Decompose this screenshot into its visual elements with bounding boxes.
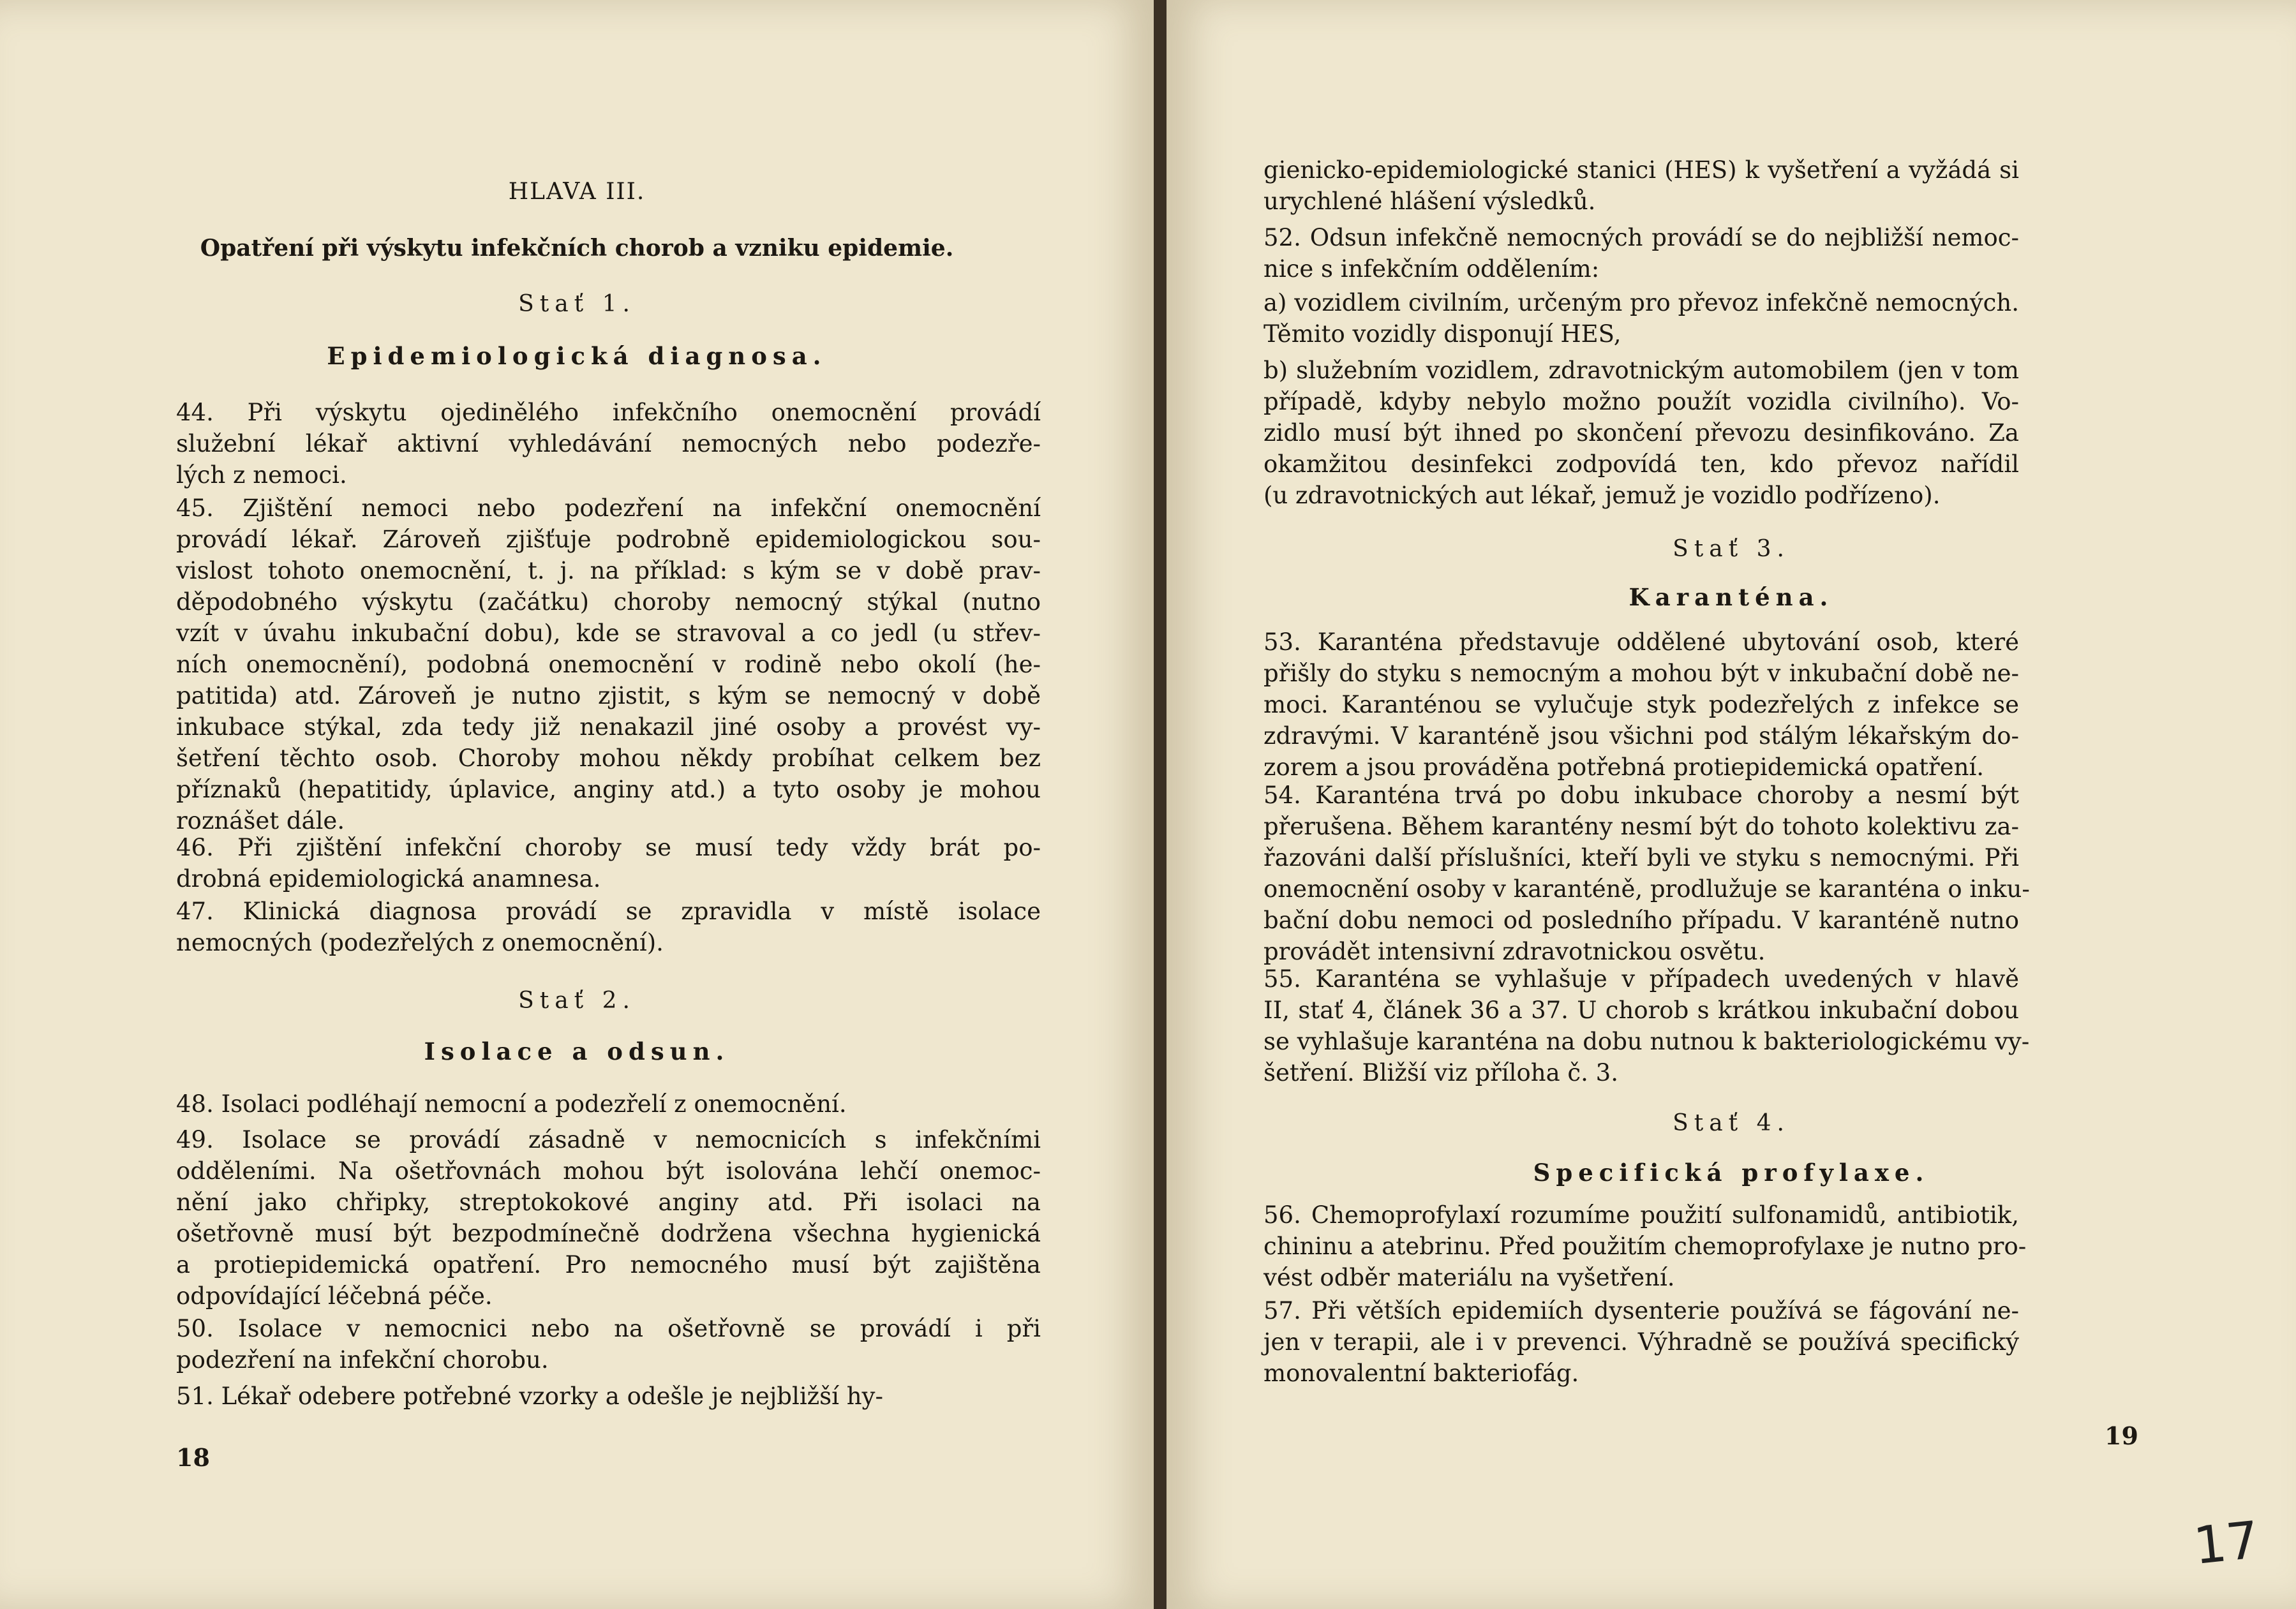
text-line: ošetřovně musí být bezpodmínečně dodržena všechna hygienická: [176, 1220, 1041, 1247]
paragraph-48: [176, 1088, 1041, 1120]
paragraph-57: [1264, 1295, 2019, 1389]
text-line: se vyhlašuje karanténa na dobu nutnou k bakteriologickému vy-: [1264, 1028, 2030, 1055]
text-line: případě, kdyby nebylo možno použít vozidla civilního). Vo-: [1264, 388, 2019, 415]
section-title-3: Karanténa.: [1629, 583, 1834, 611]
section-title-1: Epidemiologická diagnosa.: [327, 342, 827, 370]
text-line: provádět intensivní zdravotnickou osvětu.: [1264, 938, 1766, 965]
text-line: zdravými. V karanténě jsou všichni pod stálým lékařským do-: [1264, 722, 2019, 750]
text-line: a protiepidemická opatření. Pro nemocného musí být zajištěna: [176, 1251, 1041, 1279]
text-line: vzít v úvahu inkubační dobu), kde se stravoval a co jedl (u střev-: [176, 619, 1041, 647]
text-line: 51. Lékař odebere potřebné vzorky a odešle je nejbližší hy-: [176, 1383, 883, 1410]
text-line: služební lékař aktivní vyhledávání nemocných nebo podezře-: [176, 430, 1041, 457]
text-line: nění jako chřipky, streptokokové anginy atd. Při isolaci na: [176, 1189, 1041, 1216]
text-line: přerušena. Během karantény nesmí být do tohoto kolektivu za-: [1264, 813, 2019, 840]
paragraph-47: [176, 896, 1041, 958]
text-line: okamžitou desinfekci zodpovídá ten, kdo převoz nařídil: [1264, 450, 2019, 478]
paragraph-55: [1264, 963, 2030, 1088]
text-line: šetření. Bližší viz příloha č. 3.: [1264, 1059, 1618, 1086]
right-page: [1167, 0, 2296, 1609]
paragraph-45: [176, 493, 1041, 836]
chapter-title: Opatření při výskytu infekčních chorob a vzniku epidemie.: [200, 235, 954, 262]
page-number-right: 19: [2105, 1421, 2138, 1450]
paragraph-51-continued: [1264, 154, 2019, 217]
paragraph-54: [1264, 780, 2030, 967]
page-number-left: 18: [176, 1443, 210, 1472]
text-line: přišly do styku s nemocným a mohou být v inkubační době ne-: [1264, 660, 2019, 687]
paragraph-50: [176, 1313, 1041, 1375]
text-line: monovalentní bakteriofág.: [1264, 1360, 1579, 1387]
text-line: 44. Při výskytu ojedinělého infekčního onemocnění provádí: [176, 399, 1041, 426]
text-line: zorem a jsou prováděna potřebná protiepidemická opatření.: [1264, 753, 1985, 781]
section-title-2: Isolace a odsun.: [424, 1037, 730, 1065]
section-number-2: Stať 2.: [518, 988, 636, 1014]
text-line: šetření těchto osob. Choroby mohou někdy probíhat celkem bez: [176, 745, 1041, 772]
section-number-3: Stať 3.: [1673, 536, 1790, 562]
text-line: a) vozidlem civilním, určeným pro převoz infekčně nemocných.: [1264, 289, 2019, 316]
handwritten-folio-number: 17: [2191, 1509, 2262, 1576]
section-number-1: Stať 1.: [518, 291, 636, 317]
text-line: odděleními. Na ošetřovnách mohou být isolována lehčí onemoc-: [176, 1157, 1041, 1185]
text-line: provádí lékař. Zároveň zjišťuje podrobně epidemiologickou sou-: [176, 526, 1041, 553]
text-line: zidlo musí být ihned po skončení převozu desinfikováno. Za: [1264, 419, 2019, 447]
text-line: Těmito vozidly disponují HES,: [1264, 320, 1621, 348]
text-line: 48. Isolaci podléhají nemocní a podezřelí z onemocnění.: [176, 1090, 847, 1118]
text-line: 49. Isolace se provádí zásadně v nemocnicích s infekčními: [176, 1126, 1041, 1153]
text-line: 47. Klinická diagnosa provádí se zpravidla v místě isolace: [176, 898, 1041, 925]
text-line: lých z nemoci.: [176, 461, 347, 489]
paragraph-46: [176, 832, 1041, 894]
section-title-4: Specifická profylaxe.: [1533, 1159, 1930, 1187]
text-line: urychlené hlášení výsledků.: [1264, 188, 1596, 215]
text-line: nemocných (podezřelých z onemocnění).: [176, 929, 664, 956]
text-line: řazováni další příslušníci, kteří byli ve styku s nemocnými. Při: [1264, 844, 2019, 871]
section-number-4: Stať 4.: [1673, 1110, 1790, 1136]
text-line: patitida) atd. Zároveň je nutno zjistit, s kým se nemocný v době: [176, 682, 1041, 709]
paragraph-56: [1264, 1199, 2027, 1293]
text-line: jen v terapii, ale i v prevenci. Výhradně se používá specifický: [1264, 1328, 2019, 1356]
paragraph-49: [176, 1124, 1041, 1312]
text-line: onemocnění osoby v karanténě, prodlužuje se karanténa o inku-: [1264, 875, 2030, 903]
text-line: drobná epidemiologická anamnesa.: [176, 865, 601, 893]
text-line: b) služebním vozidlem, zdravotnickým automobilem (jen v tom: [1264, 357, 2019, 384]
text-line: vést odběr materiálu na vyšetření.: [1264, 1264, 1675, 1291]
text-line: příznaků (hepatitidy, úplavice, anginy atd.) a tyto osoby je mohou: [176, 776, 1041, 803]
text-line: odpovídající léčebná péče.: [176, 1282, 493, 1310]
text-line: 54. Karanténa trvá po dobu inkubace choroby a nesmí být: [1264, 782, 2019, 809]
text-line: 45. Zjištění nemoci nebo podezření na infekční onemocnění: [176, 494, 1041, 522]
chapter-heading: HLAVA III.: [508, 179, 646, 205]
text-line: 55. Karanténa se vyhlašuje v případech uvedených v hlavě: [1264, 965, 2019, 993]
text-line: nice s infekčním oddělením:: [1264, 255, 1600, 283]
paragraph-44: [176, 397, 1041, 491]
text-line: 57. Při větších epidemiích dysenterie používá se fágování ne-: [1264, 1297, 2019, 1324]
text-line: chininu a atebrinu. Před použitím chemoprofylaxe je nutno pro-: [1264, 1233, 2027, 1260]
text-line: 50. Isolace v nemocnici nebo na ošetřovně se provádí i při: [176, 1315, 1041, 1342]
paragraph-53: [1264, 627, 2019, 783]
text-line: roznášet dále.: [176, 807, 345, 834]
text-line: vislost tohoto onemocnění, t. j. na příklad: s kým se v době prav-: [176, 557, 1041, 584]
text-line: podezření na infekční chorobu.: [176, 1346, 549, 1374]
text-line: inkubace stýkal, zda tedy již nenakazil jiné osoby a provést vy-: [176, 713, 1041, 741]
book-gutter: [1154, 0, 1167, 1609]
text-line: II, stať 4, článek 36 a 37. U chorob s krátkou inkubační dobou: [1264, 997, 2019, 1024]
paragraph-52-a: [1264, 287, 2019, 350]
text-line: ních onemocnění), podobná onemocnění v rodině nebo okolí (he-: [176, 651, 1041, 678]
paragraph-52-b: [1264, 355, 2019, 511]
paragraph-51-start: [176, 1381, 1041, 1412]
text-line: děpodobného výskytu (začátku) choroby nemocný stýkal (nutno: [176, 588, 1041, 616]
text-line: 53. Karanténa představuje oddělené ubytování osob, které: [1264, 628, 2019, 656]
text-line: (u zdravotnických aut lékař, jemuž je vozidlo podřízeno).: [1264, 482, 1941, 509]
text-line: bační dobu nemoci od posledního případu. V karanténě nutno: [1264, 907, 2019, 934]
text-line: moci. Karanténou se vylučuje styk podezřelých z infekce se: [1264, 691, 2019, 718]
text-line: 52. Odsun infekčně nemocných provádí se do nejbližší nemoc-: [1264, 224, 2019, 251]
text-line: 56. Chemoprofylaxí rozumíme použití sulfonamidů, antibiotik,: [1264, 1201, 2019, 1229]
text-line: gienicko-epidemiologické stanici (HES) k vyšetření a vyžádá si: [1264, 156, 2019, 184]
paragraph-52: [1264, 222, 2019, 285]
text-line: 46. Při zjištění infekční choroby se musí tedy vždy brát po-: [176, 834, 1041, 861]
